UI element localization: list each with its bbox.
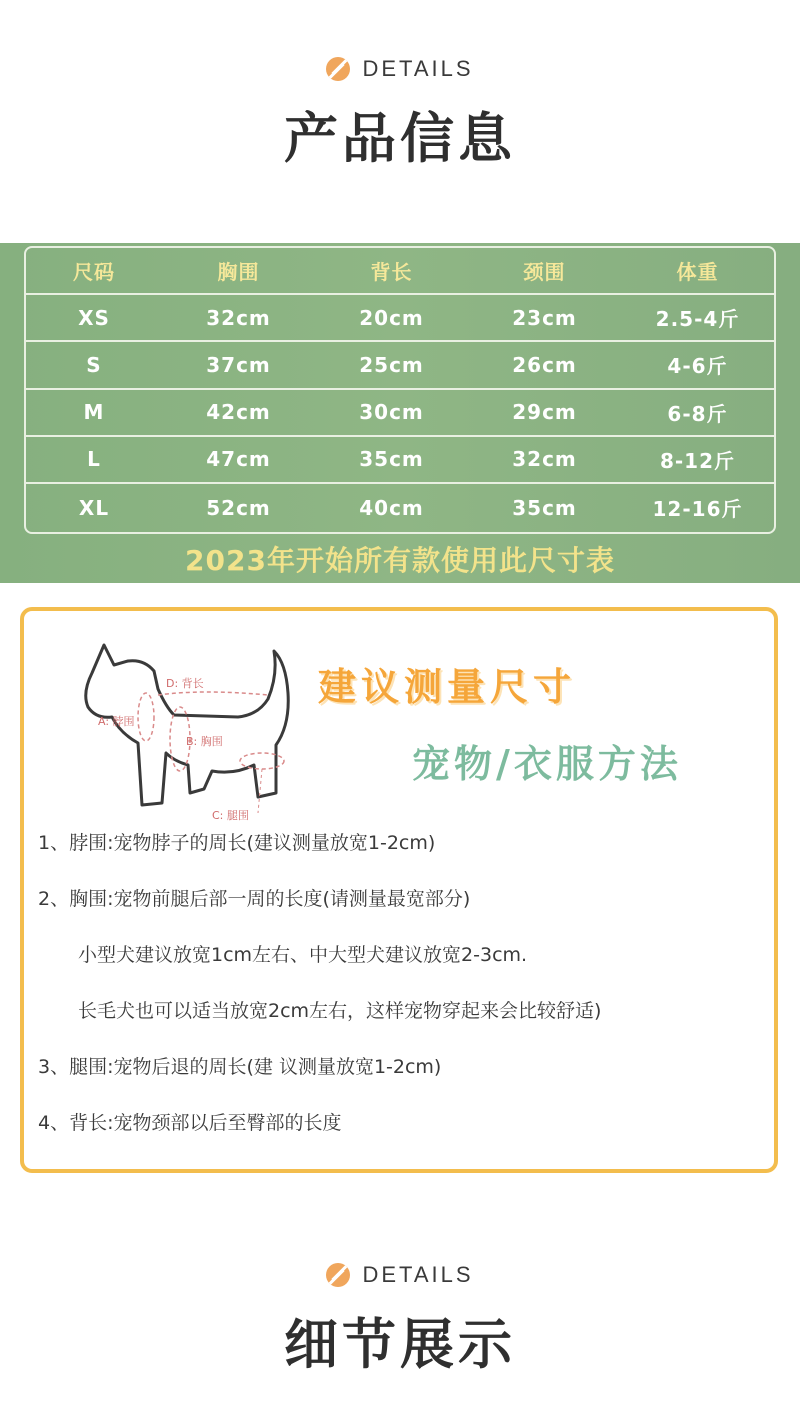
table-cell: S [86, 352, 102, 377]
table-cell: 35cm [359, 447, 424, 472]
table-cell: 25cm [359, 352, 424, 377]
section-title: 细节展示 [284, 1313, 516, 1376]
table-row [26, 342, 774, 389]
table-cell: XS [78, 305, 110, 330]
diagram-label-b: B: 胸围 [186, 735, 223, 748]
table-header-row [26, 248, 774, 295]
dog-diagram-icon [62, 633, 302, 823]
table-header-cell: 体重 [676, 260, 719, 285]
table-cell: 29cm [512, 400, 577, 425]
table-header-cell: 颈围 [523, 260, 566, 285]
page-title: 产品信息 [284, 107, 516, 170]
size-table-note: 2023年开始所有款使用此尺寸表 [185, 544, 615, 577]
list-item: 1、脖围:宠物脖子的周长(建议测量放宽1-2cm) [38, 832, 436, 854]
table-cell: 2.5-4斤 [655, 307, 740, 332]
list-item: 小型犬建议放宽1cm左右、中大型犬建议放宽2-3cm. [78, 944, 528, 966]
section-header-details [0, 1262, 800, 1379]
measurement-guide-box [20, 607, 778, 1173]
size-chart-panel [0, 243, 800, 583]
table-cell: 32cm [206, 305, 271, 330]
table-cell: 12-16斤 [652, 497, 743, 522]
table-cell: 6-8斤 [667, 401, 728, 426]
size-table [24, 246, 776, 534]
diagram-label-c: C: 腿围 [212, 809, 249, 822]
table-cell: 4-6斤 [667, 354, 728, 379]
list-item: 4、背长:宠物颈部以后至臀部的长度 [38, 1112, 342, 1134]
table-row [26, 437, 774, 484]
diagram-label-d: D: 背长 [166, 677, 204, 690]
table-cell: 42cm [206, 400, 271, 425]
table-cell: 37cm [206, 352, 271, 377]
table-cell: 40cm [359, 495, 424, 520]
table-cell: 35cm [512, 495, 577, 520]
table-header-cell: 尺码 [73, 260, 115, 285]
details-row [0, 56, 800, 82]
table-cell: L [87, 447, 101, 472]
table-row [26, 295, 774, 342]
table-cell: M [83, 400, 105, 425]
list-item: 3、腿围:宠物后退的周长(建 议测量放宽1-2cm) [38, 1056, 442, 1078]
table-cell: 32cm [512, 447, 577, 472]
table-cell: 8-12斤 [659, 448, 736, 473]
measure-subtitle: 宠物/衣服方法 [412, 742, 682, 786]
table-cell: 30cm [359, 400, 424, 425]
table-header-cell: 背长 [370, 260, 413, 285]
details-row [0, 1262, 800, 1288]
list-item: 2、胸围:宠物前腿后部一周的长度(请测量最宽部分) [38, 888, 471, 910]
table-cell: 26cm [512, 352, 577, 377]
list-item: 长毛犬也可以适当放宽2cm左右，这样宠物穿起来会比较舒适) [78, 1000, 602, 1022]
diagram-label-a: A: 脖围 [98, 715, 135, 728]
table-row [26, 484, 774, 531]
table-cell: 52cm [206, 495, 271, 520]
details-label: DETAILS [362, 56, 474, 81]
table-cell: XL [78, 495, 110, 520]
measure-title: 建议测量尺寸 [318, 665, 577, 709]
section-header-product-info [0, 56, 800, 173]
striped-circle-icon [326, 57, 350, 81]
table-cell: 20cm [359, 305, 424, 330]
striped-circle-icon [326, 1263, 350, 1287]
table-header-cell: 胸围 [217, 260, 260, 285]
table-row [26, 390, 774, 437]
details-label: DETAILS [362, 1262, 474, 1287]
table-cell: 47cm [206, 447, 271, 472]
table-cell: 23cm [512, 305, 577, 330]
